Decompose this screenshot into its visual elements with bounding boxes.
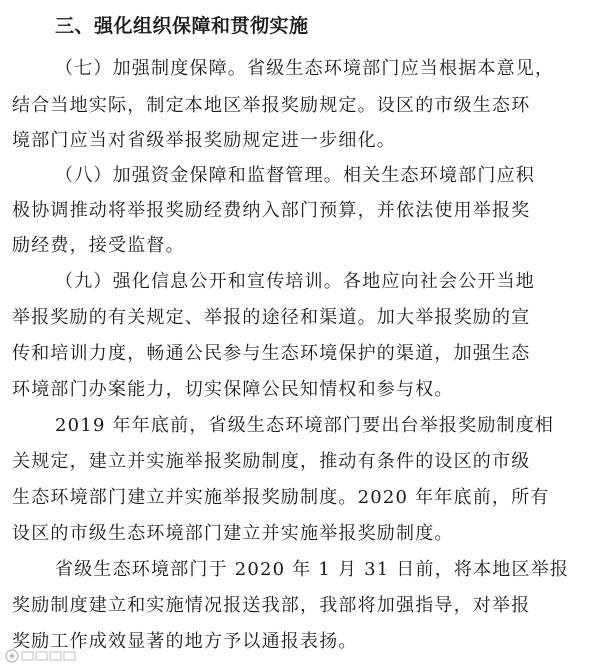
paragraph-line: 奖励工作成效显著的地方予以通报表扬。	[12, 631, 358, 652]
paragraph-line: （九）强化信息公开和宣传培训。各地应向社会公开当地	[55, 271, 535, 292]
paragraph-line: 设区的市级生态环境部门建立并实施举报奖励制度。	[12, 523, 454, 544]
paragraph-line: 省级生态环境部门于 2020 年 1 月 31 日前，将本地区举报	[55, 559, 570, 580]
paragraph-line: 境部门应当对省级举报奖励规定进一步细化。	[12, 130, 396, 151]
paragraph-line: 举报奖励的有关规定、举报的途径和渠道。加大举报奖励的宣	[12, 307, 531, 328]
paragraph-line: 奖励制度建立和实施情况报送我部，我部将加强指导，对举报	[12, 595, 531, 616]
paragraph-line: 结合当地实际，制定本地区举报奖励规定。设区的市级生态环	[12, 95, 531, 116]
paragraph-line: （八）加强资金保障和监督管理。相关生态环境部门应积	[55, 165, 535, 186]
paragraph-line: （七）加强制度保障。省级生态环境部门应当根据本意见，	[55, 58, 555, 79]
paragraph-line: 极协调推动将举报奖励经费纳入部门预算，并依法使用举报奖	[12, 200, 531, 221]
paragraph-line: 关规定，建立并实施举报奖励制度，推动有条件的设区的市级	[12, 451, 531, 472]
paragraph-line: 生态环境部门建立并实施举报奖励制度。2020 年年底前，所有	[12, 487, 550, 508]
section-heading: 三、强化组织保障和贯彻实施	[55, 15, 309, 37]
watermark-logo-icon	[4, 647, 84, 665]
paragraph-line: 励经费，接受监督。	[12, 235, 185, 256]
paragraph-line: 2019 年年底前，省级生态环境部门要出台举报奖励制度相	[55, 415, 555, 436]
paragraph-line: 传和培训力度，畅通公民参与生态环境保护的渠道，加强生态	[12, 343, 531, 364]
paragraph-line: 环境部门办案能力，切实保障公民知情权和参与权。	[12, 379, 454, 400]
